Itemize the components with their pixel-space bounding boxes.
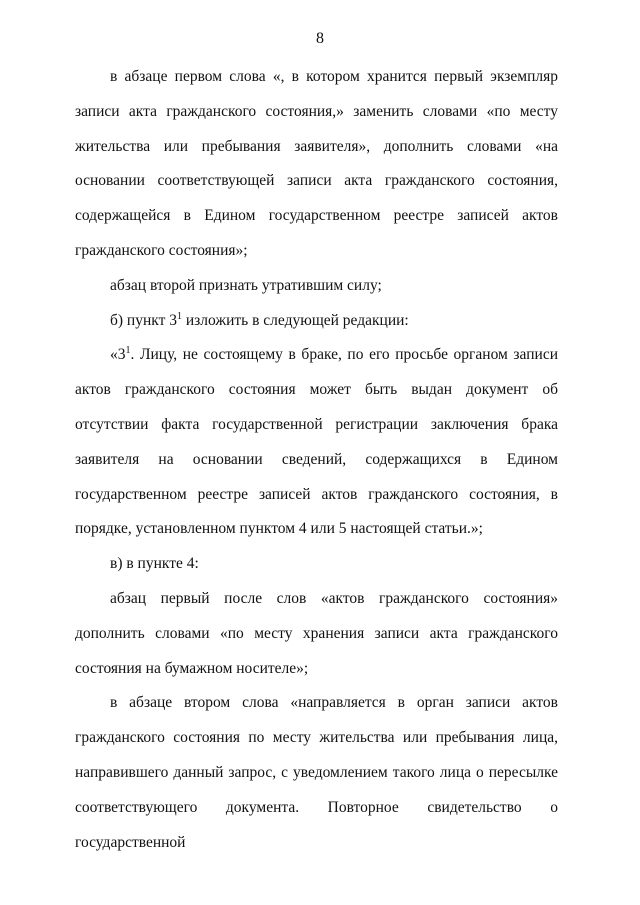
page-number: 8 <box>316 30 324 47</box>
clause-text-before: «3 <box>110 346 126 364</box>
paragraph-second-abzac-words: в абзаце втором слова «направляется в орган записи актов гражданского состояния по месту жительства или пребывания лица, направившего данный запрос, с уведомлением такого лица о пересылке соответствующего документа. Повторное свидетельство о государственной <box>75 694 558 851</box>
paragraph-amend-first-abzac: в абзаце первом слова «, в котором хранится первый экземпляр записи акта гражданского состояния,» заменить словами «по месту жительства или пребывания заявителя», дополнить словами «на основании соответствующей записи акта гражданского состояния, содержащейся в Едином государственном реестре записей актов гражданского состояния»; <box>75 68 558 259</box>
paragraph-item-b <box>75 304 558 339</box>
clause-text-after: . Лицу, не состоящему в браке, по его просьбе органом записи актов гражданского состояния может быть выдан документ об отсутствии факта государственной регистрации заключения брака заявителя на основании сведений, содержащихся в Едином государственном реестре записей актов гражданского состояния, в порядке, установленном пунктом 4 или 5 настоящей статьи.»; <box>75 346 558 538</box>
item-b-text-before: б) пункт 3 <box>110 311 177 329</box>
paragraph-new-clause-3-1 <box>75 338 558 547</box>
paragraph-second-abzac-void: абзац второй признать утратившим силу; <box>110 276 382 294</box>
item-b-superscript: 1 <box>177 310 182 322</box>
clause-superscript: 1 <box>125 345 131 357</box>
document-body <box>75 60 558 860</box>
item-b-text-after: изложить в следующей редакции: <box>182 311 409 329</box>
paragraph-first-abzac-supplement: абзац первый после слов «актов гражданского состояния» дополнить словами «по месту хранения записи акта гражданского состояния на бумажном носителе»; <box>75 589 558 677</box>
paragraph-item-v: в) в пункте 4: <box>110 555 199 573</box>
